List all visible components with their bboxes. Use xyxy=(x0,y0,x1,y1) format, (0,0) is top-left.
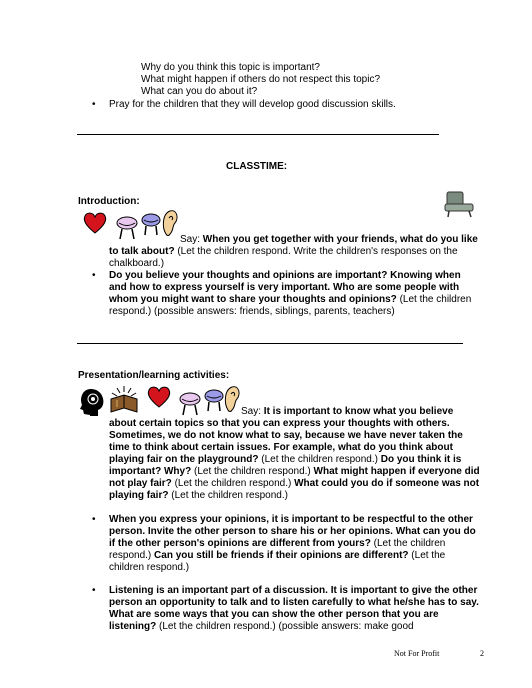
head-profile-icon xyxy=(78,386,106,418)
question-2: What might happen if others do not respect this topic? xyxy=(141,74,381,85)
intro-paragraph-2: Do you believe your thoughts and opinions are important? Knowing when and how to express yourself is very important. Who are some people with whom you might want to share your thoughts and opinions? (Let the children respond.) (possible answers: friends, siblings, parents, teachers) xyxy=(109,270,472,317)
presentation-heading: Presentation/learning activities: xyxy=(78,370,230,381)
introduction-heading: Introduction: xyxy=(78,196,140,207)
bullet-icon: • xyxy=(92,99,96,110)
presentation-paragraph-3: Listening is an important part of a discussion. It is important to give the other person an opportunity to talk and to listen carefully to what he/she has to say. What are some ways that you can show the other person that you are listening? (Let the children respond.) (possible answers: make good xyxy=(109,585,479,632)
page-number: 2 xyxy=(480,649,484,658)
heart-icon xyxy=(82,211,108,235)
footer-label: Not For Profit xyxy=(394,649,440,658)
classtime-heading: CLASSTIME: xyxy=(226,161,288,172)
presentation-paragraph-1: Say: It is important to know what you believe about certain topics so that you can express your thoughts with others. Sometimes, we do not know what to say, because we have never taken the time to think about certain issues. For example, what do you think about playing fair on the playground? (Let the children respond.) Do you think it is important? Why? (Let the children respond.) What might happen if everyone did not play fair? (Let the children respond.) What could you do if someone was not playing fair? (Let the children respond.) xyxy=(109,406,480,501)
chair-icon xyxy=(443,190,477,218)
bullet-icon: • xyxy=(92,270,96,281)
bullet-icon: • xyxy=(92,585,96,596)
intro-paragraph-1: Say: When you get together with your friends, what do you like to talk about? (Let the children respond. Write the children's responses on the chalkboard.) xyxy=(109,234,478,269)
divider-2 xyxy=(77,343,463,344)
divider-1 xyxy=(77,134,439,135)
question-3: What can you do about it? xyxy=(141,86,258,97)
bullet-icon: • xyxy=(92,514,96,525)
question-1: Why do you think this topic is important? xyxy=(141,62,320,73)
mouth-icon-2 xyxy=(140,210,162,236)
presentation-paragraph-2: When you express your opinions, it is important to be respectful to the other person. Invite the other person to share his or her opinions. What can you do if the other person's opinions are different from yours? (Let the children respond.) Can you still be friends if their opinions are different? (Let the children respond.) xyxy=(109,514,476,573)
pray-line: Pray for the children that they will develop good discussion skills. xyxy=(109,99,396,110)
